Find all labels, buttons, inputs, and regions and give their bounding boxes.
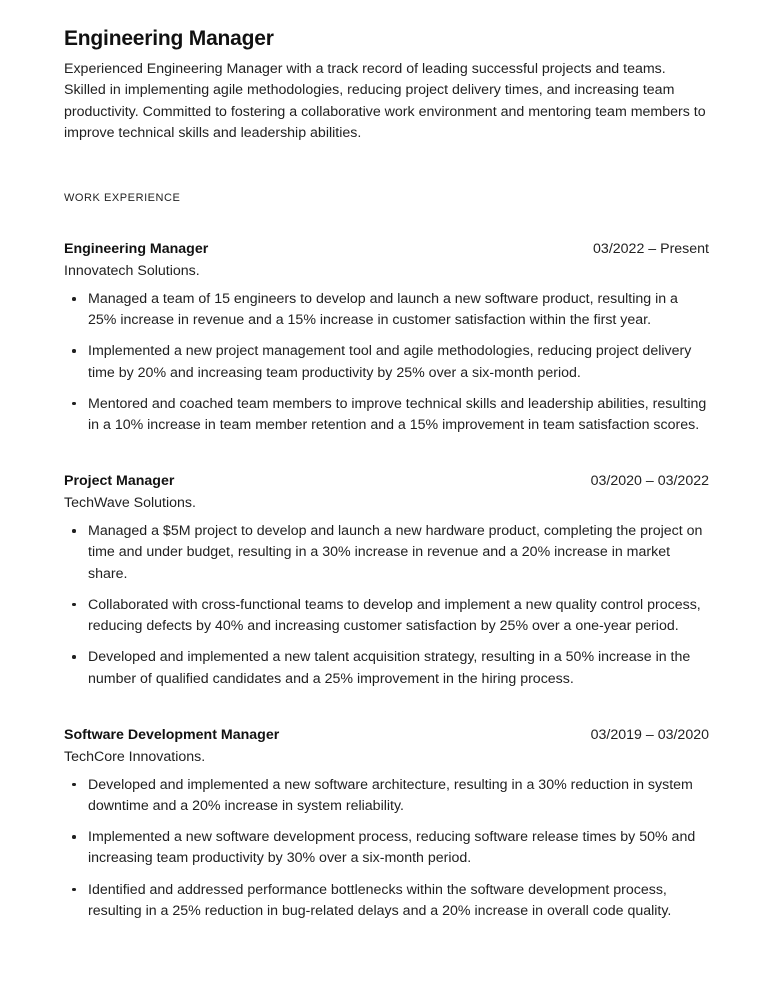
job-bullet-list bbox=[64, 289, 709, 436]
bullet-dot-icon bbox=[72, 783, 76, 787]
job-bullet bbox=[64, 289, 709, 331]
job-title: Engineering Manager bbox=[64, 241, 209, 258]
job-bullet-text: Managed a $5M project to develop and launch a new hardware product, completing the project on time and under budget, resulting in a 30% increase in revenue and a 20% increase in market share. bbox=[88, 523, 703, 582]
experience-entry-header bbox=[64, 239, 709, 259]
job-bullet bbox=[64, 775, 709, 817]
bullet-dot-icon bbox=[72, 529, 76, 533]
job-bullet-text: Identified and addressed performance bottlenecks within the software development process, resulting in a 25% reduction in bug-related delays and a 20% increase in overall code quality. bbox=[88, 881, 672, 919]
section-heading-work-experience: WORK EXPERIENCE bbox=[64, 192, 181, 205]
job-bullet-text: Developed and implemented a new talent acquisition strategy, resulting in a 50% increase in the number of qualified candidates and a 25% improvement in the hiring process. bbox=[88, 649, 691, 687]
job-company: TechCore Innovations. bbox=[64, 748, 206, 765]
job-bullet-text: Collaborated with cross-functional teams to develop and implement a new quality control process, reducing defects by 40% and increasing customer satisfaction by 25% over a one-year period. bbox=[88, 596, 701, 635]
experience-entry bbox=[64, 471, 709, 689]
job-dates: 03/2020 – 03/2022 bbox=[590, 473, 709, 490]
bullet-dot-icon bbox=[72, 655, 76, 659]
job-bullet bbox=[64, 647, 709, 689]
job-bullet bbox=[64, 880, 709, 922]
job-bullet-list bbox=[64, 775, 709, 922]
bullet-dot-icon bbox=[72, 402, 76, 406]
job-bullet bbox=[64, 394, 709, 436]
job-bullet-text: Developed and implemented a new software architecture, resulting in a 30% reduction in system downtime and a 20% increase in system reliability. bbox=[88, 776, 693, 814]
job-bullet-text: Managed a team of 15 engineers to develop and launch a new software product, resulting in a 25% increase in revenue and a 15% increase in customer satisfaction within the first year. bbox=[88, 291, 678, 329]
bullet-dot-icon bbox=[72, 835, 76, 839]
job-company: Innovatech Solutions. bbox=[64, 263, 200, 280]
job-bullet bbox=[64, 341, 709, 383]
bullet-dot-icon bbox=[72, 297, 76, 301]
job-dates: 03/2022 – Present bbox=[593, 241, 709, 258]
job-bullet-text: Mentored and coached team members to improve technical skills and leadership abilities, resulting in a 10% increase in team member retention and a 15% improvement in team satisfaction scores. bbox=[88, 395, 707, 434]
professional-summary: Experienced Engineering Manager with a track record of leading successful projects and teams. Skilled in implementing agile methodologies, reducing project delivery times, and increasing team productivity. Committed to fostering a collaborative work environment and mentoring team members to improve technical skills and leadership abilities. bbox=[64, 61, 706, 141]
job-title: Software Development Manager bbox=[64, 726, 280, 743]
job-bullet-text: Implemented a new project management tool and agile methodologies, reducing project delivery time by 20% and increasing team productivity by 25% over a six-month period. bbox=[88, 343, 692, 381]
job-bullet bbox=[64, 827, 709, 869]
bullet-dot-icon bbox=[72, 888, 76, 892]
job-bullet bbox=[64, 595, 709, 637]
experience-entry bbox=[64, 239, 709, 436]
job-bullet-text: Implemented a new software development process, reducing software release times by 50% and increasing team productivity by 30% over a six-month period. bbox=[88, 829, 696, 867]
experience-entry-header bbox=[64, 471, 709, 491]
page-title: Engineering Manager bbox=[64, 27, 274, 50]
job-title: Project Manager bbox=[64, 473, 175, 490]
job-dates: 03/2019 – 03/2020 bbox=[590, 726, 709, 743]
job-bullet bbox=[64, 521, 709, 585]
bullet-dot-icon bbox=[72, 603, 76, 607]
experience-entry-header bbox=[64, 725, 709, 745]
experience-entry bbox=[64, 725, 709, 922]
bullet-dot-icon bbox=[72, 349, 76, 353]
job-company: TechWave Solutions. bbox=[64, 495, 196, 512]
job-bullet-list bbox=[64, 521, 709, 689]
